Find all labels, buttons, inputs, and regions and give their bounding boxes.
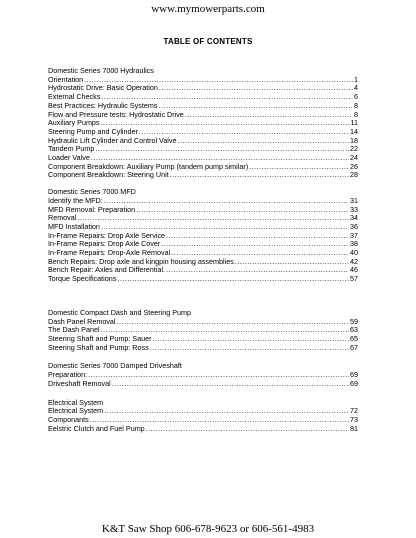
toc-entry-page: 28 (350, 171, 358, 180)
toc-section (48, 309, 358, 353)
toc-entry-page: 33 (350, 205, 358, 214)
leader-dots (101, 326, 349, 335)
toc-entry-label: Bench Repair: Axles and Differential. (48, 266, 165, 275)
toc-entry-page: 22 (350, 145, 358, 154)
toc-entry-label: Dash Panel Removal (48, 317, 116, 326)
section-heading: Domestic Series 7000 Hydraulics (48, 66, 154, 75)
leader-dots (158, 102, 353, 111)
toc-entry-label: Steering Shaft and Pump: Ross (48, 343, 149, 352)
toc-entry-label: In-Frame Repairs: Drop Axle Service (48, 231, 166, 240)
toc-entry-page: 46 (350, 266, 358, 275)
toc-entry (48, 416, 358, 425)
toc-entry-label: MFD Installation (48, 222, 100, 231)
toc-entry-label: In-Frame Repairs: Drop-Axle Removal (48, 249, 171, 258)
toc-entry-label: Component Breakdown: Auxiliary Pump (tandem pump similar) (48, 162, 249, 171)
toc-entry-page: 59 (350, 317, 358, 326)
leader-dots (185, 111, 353, 120)
toc-entry-page: 63 (350, 326, 358, 335)
toc-entry-label: Component Breakdown: Steering Unit (48, 171, 169, 180)
leader-dots (104, 197, 349, 206)
leader-dots (95, 145, 349, 154)
leader-dots (104, 407, 349, 416)
toc-entry-page: 6 (354, 93, 358, 102)
toc-entry (48, 84, 358, 93)
toc-entry-page: 38 (350, 240, 358, 249)
toc-entry-page: 65 (350, 334, 358, 343)
header-url: www.mymowerparts.com (151, 3, 265, 15)
toc-section (48, 399, 358, 434)
toc-entry (48, 76, 358, 85)
toc-entry (48, 371, 358, 380)
toc-entry (48, 102, 358, 111)
leader-dots (101, 93, 353, 102)
leader-dots (150, 344, 349, 353)
toc-entry (48, 223, 358, 232)
toc-entry-page: 14 (350, 127, 358, 136)
toc-entry-page: 36 (350, 222, 358, 231)
toc-entry (48, 145, 358, 154)
toc-entry (48, 266, 358, 275)
leader-dots (91, 154, 349, 163)
toc-entry-page: 26 (350, 162, 358, 171)
section-spacer (48, 389, 358, 399)
toc-entry-label: Identify the MFD: (48, 196, 103, 205)
leader-dots (235, 258, 349, 267)
leader-dots (249, 163, 349, 172)
toc-entry-page: 24 (350, 154, 358, 163)
leader-dots (170, 171, 349, 180)
toc-entry-page: 40 (350, 249, 358, 258)
section-spacer (48, 284, 358, 309)
toc-entry-label: Eelstric Clutch and Fuel Pump (48, 424, 145, 433)
toc-entry-page: 18 (350, 136, 358, 145)
toc-entry (48, 240, 358, 249)
toc-section (48, 188, 358, 284)
toc-entry-page: 8 (354, 110, 358, 119)
toc-entry (48, 249, 358, 258)
section-heading: Domestic Series 7000 MFD (48, 187, 136, 197)
toc-entry-label: Hydraulic Lift Cylinder and Control Valve (48, 136, 177, 145)
toc-entry-page: 42 (350, 257, 358, 266)
toc-entry (48, 344, 358, 353)
toc-entry (48, 163, 358, 172)
leader-dots (77, 214, 349, 223)
section-heading: Domestic Compact Dash and Steering Pump (48, 307, 192, 317)
leader-dots (117, 275, 349, 284)
toc-entry-page: 57 (350, 275, 358, 284)
toc-entry-label: Orientation (48, 75, 84, 84)
toc-body (48, 67, 358, 433)
toc-section (48, 67, 358, 180)
toc-entry-label: External Checks (48, 93, 101, 102)
leader-dots (166, 266, 349, 275)
leader-dots (88, 371, 349, 380)
toc-entry (48, 214, 358, 223)
toc-entry-label: Steering Shaft and Pump: Sauer (48, 334, 152, 343)
leader-dots (84, 76, 353, 85)
toc-entry-label: Removal (48, 214, 77, 223)
leader-dots (146, 425, 349, 434)
toc-entry (48, 232, 358, 241)
toc-entry-page: 1 (354, 75, 358, 84)
toc-entry-label: Flow and Pressure tests: Hydrostatic Drive (48, 110, 184, 119)
toc-entry-page: 8 (354, 101, 358, 110)
leader-dots (117, 318, 349, 327)
toc-entry-page: 34 (350, 214, 358, 223)
toc-entry-label: In-Frame Repairs: Drop Axle Cover (48, 240, 161, 249)
leader-dots (136, 206, 349, 215)
toc-entry-label: Loader Valve (48, 154, 90, 163)
section-heading: Domestic Series 7000 Damped Driveshaft (48, 361, 182, 371)
toc-entry (48, 335, 358, 344)
toc-entry (48, 275, 358, 284)
leader-dots (139, 128, 349, 137)
toc-entry (48, 258, 358, 267)
toc-entry (48, 128, 358, 137)
toc-entry (48, 326, 358, 335)
leader-dots (161, 240, 349, 249)
leader-dots (101, 119, 350, 128)
toc-entry-label: Best Practices: Hydraulic Systems (48, 101, 158, 110)
leader-dots (166, 232, 349, 241)
toc-entry-page: 81 (350, 424, 358, 433)
toc-entry (48, 407, 358, 416)
leader-dots (178, 137, 349, 146)
leader-dots (112, 380, 349, 389)
toc-entry (48, 93, 358, 102)
toc-entry (48, 154, 358, 163)
toc-entry-page: 4 (354, 84, 358, 93)
toc-entry-page: 31 (350, 196, 358, 205)
leader-dots (153, 335, 350, 344)
toc-entry-label: Componants (48, 415, 89, 424)
leader-dots (159, 84, 353, 93)
toc-entry (48, 318, 358, 327)
toc-entry-page: 69 (350, 371, 358, 380)
toc-entry (48, 171, 358, 180)
toc-title: TABLE OF CONTENTS (163, 37, 253, 46)
toc-entry-label: Tandem Pump (48, 145, 95, 154)
footer-contact: K&T Saw Shop 606-678-9623 or 606-561-4983 (101, 523, 315, 535)
toc-entry (48, 380, 358, 389)
toc-entry-label: The Dash Panel (48, 326, 100, 335)
toc-entry-label: Driveshaft Removal (48, 379, 111, 388)
toc-entry-label: Electrical System (48, 407, 104, 416)
toc-entry-page: 37 (350, 231, 358, 240)
toc-entry (48, 206, 358, 215)
toc-entry-label: MFD Removal: Preparation (48, 205, 136, 214)
toc-entry (48, 197, 358, 206)
toc-entry-label: Auxiliary Pumps (48, 119, 100, 128)
toc-entry-label: Steering Pump and Cylinder (48, 127, 138, 136)
toc-entry-label: Hydrostatic Drive: Basic Operation (48, 84, 158, 93)
toc-entry (48, 111, 358, 120)
toc-entry-label: Torque Specifications (48, 275, 117, 284)
toc-entry-label: Bench Repairs: Drop axle and kingpin housing assemblies (48, 257, 234, 266)
toc-entry (48, 425, 358, 434)
toc-entry-page: 11 (350, 119, 358, 128)
leader-dots (90, 416, 349, 425)
section-heading: Electrical System (48, 397, 104, 407)
toc-entry-page: 69 (350, 379, 358, 388)
leader-dots (171, 249, 349, 258)
leader-dots (101, 223, 349, 232)
toc-entry-label: Preparation: (48, 371, 88, 380)
toc-section (48, 362, 358, 388)
toc-entry (48, 137, 358, 146)
toc-entry-page: 67 (350, 343, 358, 352)
toc-entry-page: 73 (350, 415, 358, 424)
toc-entry-page: 72 (350, 407, 358, 416)
toc-entry (48, 119, 358, 128)
